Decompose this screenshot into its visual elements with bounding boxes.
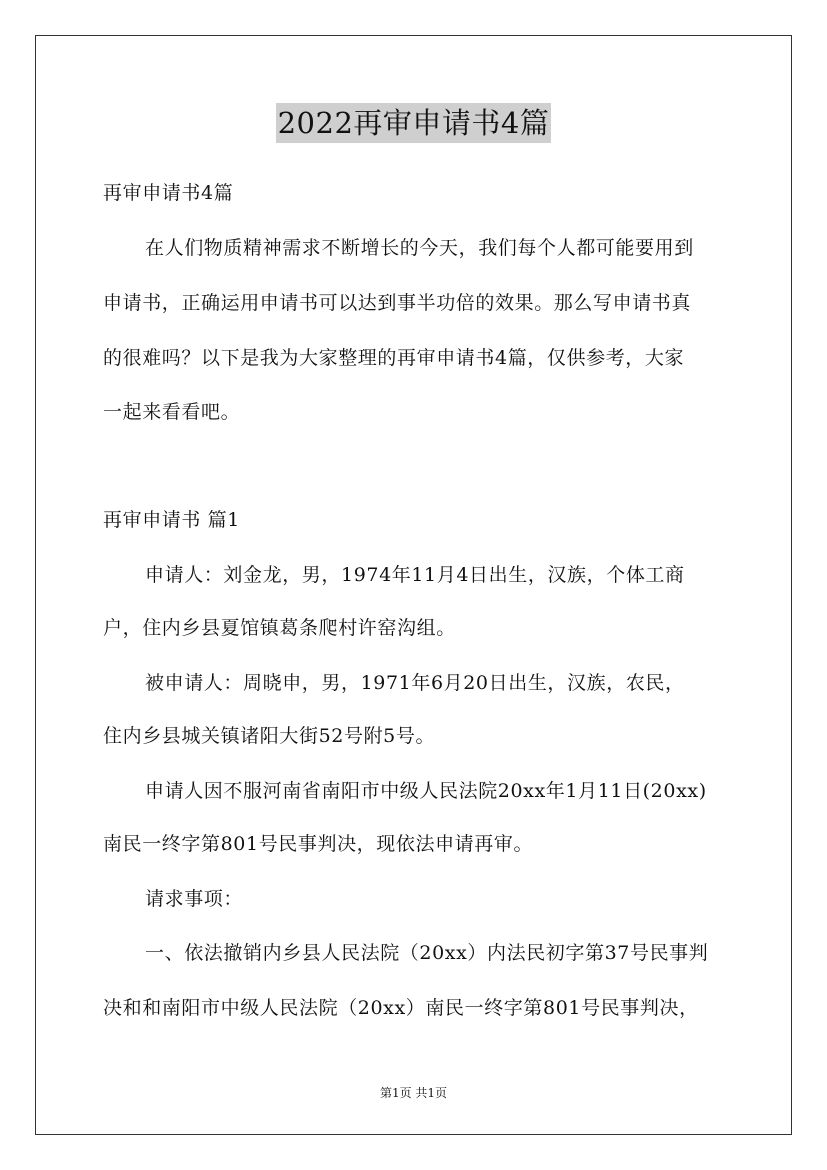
section-heading: 再审申请书 篇1 — [103, 509, 240, 531]
paragraph-line: 请求事项： — [145, 888, 244, 910]
paragraph-line: 申请人因不服河南省南阳市中级人民法院20xx年1月11日(20xx) — [145, 780, 707, 802]
title-container — [0, 103, 827, 143]
paragraph-line: 在人们物质精神需求不断增长的今天，我们每个人都可能要用到 — [145, 237, 694, 259]
paragraph-line: 南民一终字第801号民事判决，现依法申请再审。 — [103, 833, 534, 855]
document-title: 2022再审申请书4篇 — [276, 103, 552, 143]
paragraph-line: 一起来看看吧。 — [103, 401, 241, 423]
paragraph-line: 户，住内乡县夏馆镇葛条爬村许窑沟组。 — [103, 617, 456, 639]
paragraph-line: 住内乡县城关镇诸阳大街52号附5号。 — [103, 725, 436, 747]
paragraph-line: 的很难吗？以下是我为大家整理的再审申请书4篇，仅供参考，大家 — [103, 347, 685, 369]
subtitle: 再审申请书4篇 — [103, 182, 234, 204]
paragraph-line: 一、依法撤销内乡县人民法院（20xx）内法民初字第37号民事判 — [145, 942, 709, 964]
paragraph-line: 申请书，正确运用申请书可以达到事半功倍的效果。那么写申请书真 — [103, 292, 692, 314]
paragraph-line: 申请人：刘金龙，男，1974年11月4日出生，汉族，个体工商 — [145, 564, 685, 586]
page-footer: 第1页 共1页 — [379, 1086, 448, 1100]
paragraph-line: 被申请人：周晓申，男，1971年6月20日出生，汉族，农民， — [145, 672, 685, 694]
paragraph-line: 决和和南阳市中级人民法院（20xx）南民一终字第801号民事判决， — [103, 997, 699, 1019]
